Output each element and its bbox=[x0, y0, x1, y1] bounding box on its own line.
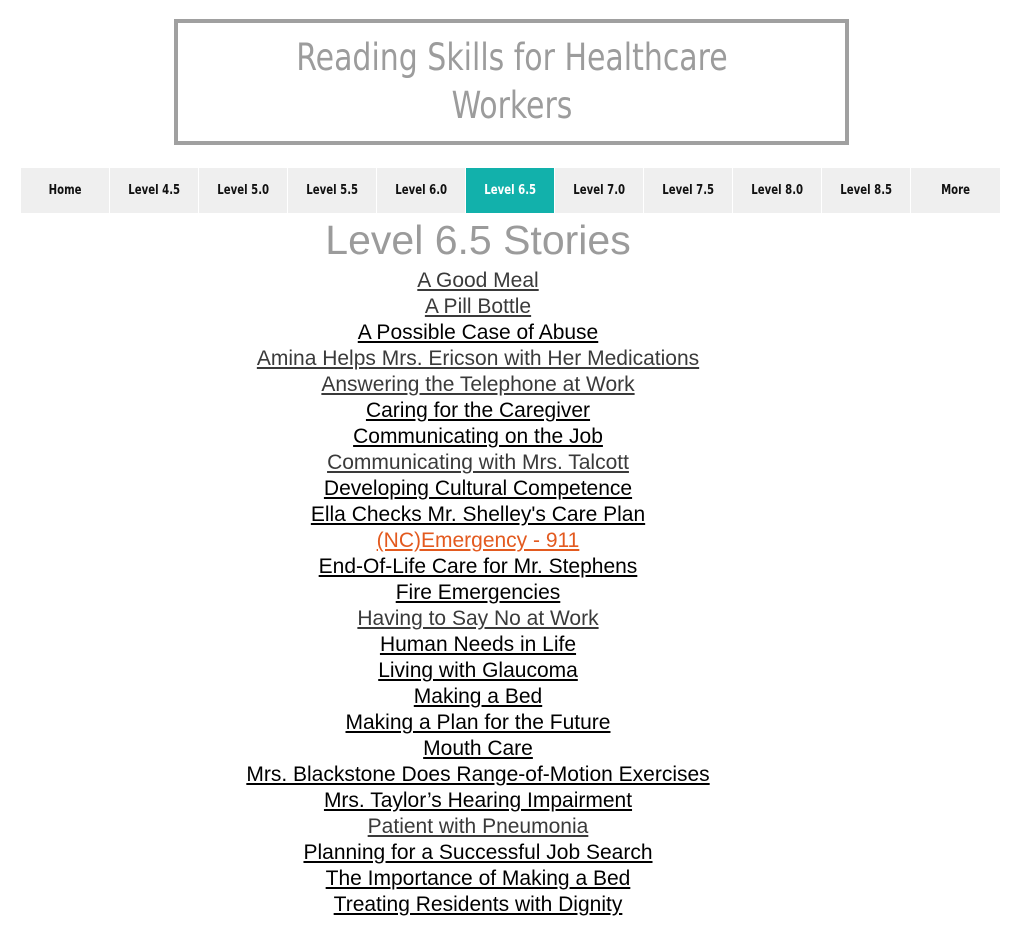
list-item bbox=[0, 424, 956, 450]
list-item bbox=[0, 294, 956, 320]
nav-item-label: Level 8.5 bbox=[840, 183, 892, 198]
nav-item-home[interactable] bbox=[21, 168, 109, 213]
story-link[interactable]: Mrs. Blackstone Does Range-of-Motion Exercises bbox=[246, 763, 710, 786]
story-link[interactable]: Communicating with Mrs. Talcott bbox=[327, 451, 629, 474]
list-item bbox=[0, 632, 956, 658]
list-item bbox=[0, 372, 956, 398]
story-link[interactable]: The Importance of Making a Bed bbox=[325, 867, 631, 890]
nav-item-label: Level 4.5 bbox=[128, 183, 180, 198]
list-item bbox=[0, 320, 956, 346]
story-link[interactable]: Developing Cultural Competence bbox=[323, 477, 633, 500]
story-link[interactable]: Patient with Pneumonia bbox=[367, 815, 589, 838]
nav-item-level-4-5[interactable] bbox=[110, 168, 198, 213]
story-list bbox=[0, 268, 956, 918]
story-link[interactable]: A Good Meal bbox=[417, 269, 539, 292]
list-item bbox=[0, 268, 956, 294]
story-link[interactable]: Communicating on the Job bbox=[353, 425, 603, 448]
story-link[interactable]: Mouth Care bbox=[423, 737, 533, 760]
list-item bbox=[0, 710, 956, 736]
story-link[interactable]: Living with Glaucoma bbox=[378, 659, 578, 682]
list-item bbox=[0, 476, 956, 502]
list-item bbox=[0, 840, 956, 866]
list-item bbox=[0, 788, 956, 814]
page-title: Level 6.5 Stories bbox=[325, 217, 631, 263]
story-link[interactable]: Caring for the Caregiver bbox=[365, 399, 591, 422]
nav-item-label: Level 5.0 bbox=[217, 183, 269, 198]
nav-item-level-8-0[interactable] bbox=[733, 168, 821, 213]
nav-item-level-7-5[interactable] bbox=[644, 168, 732, 213]
site-title: Reading Skills for Healthcare Workers bbox=[295, 36, 728, 127]
list-item bbox=[0, 866, 956, 892]
nav-item-level-7-0[interactable] bbox=[555, 168, 643, 213]
story-link[interactable]: Answering the Telephone at Work bbox=[321, 373, 635, 396]
list-item bbox=[0, 528, 956, 554]
story-link[interactable]: Making a Plan for the Future bbox=[345, 711, 611, 734]
main-nav bbox=[21, 168, 999, 213]
nav-item-label: Level 7.0 bbox=[573, 183, 625, 198]
story-link[interactable]: Ella Checks Mr. Shelley's Care Plan bbox=[310, 503, 646, 526]
story-link[interactable]: Amina Helps Mrs. Ericson with Her Medications bbox=[256, 347, 700, 370]
list-item bbox=[0, 892, 956, 918]
story-link[interactable]: Treating Residents with Dignity bbox=[333, 893, 623, 916]
story-link[interactable]: Planning for a Successful Job Search bbox=[303, 841, 653, 864]
list-item bbox=[0, 736, 956, 762]
nav-item-level-6-0[interactable] bbox=[377, 168, 465, 213]
nav-item-label: Level 6.5 bbox=[484, 183, 536, 198]
list-item bbox=[0, 814, 956, 840]
list-item bbox=[0, 684, 956, 710]
nav-item-label: Home bbox=[48, 183, 82, 198]
nav-item-level-5-5[interactable] bbox=[288, 168, 376, 213]
story-link[interactable]: Fire Emergencies bbox=[395, 581, 561, 604]
nav-item-level-6-5[interactable] bbox=[466, 168, 554, 213]
list-item bbox=[0, 554, 956, 580]
list-item bbox=[0, 606, 956, 632]
list-item bbox=[0, 346, 956, 372]
list-item bbox=[0, 580, 956, 606]
nav-item-label: Level 5.5 bbox=[306, 183, 358, 198]
site-header bbox=[174, 19, 849, 145]
nav-item-label: Level 8.0 bbox=[751, 183, 803, 198]
list-item bbox=[0, 450, 956, 476]
nav-item-level-5-0[interactable] bbox=[199, 168, 287, 213]
story-link[interactable]: End-Of-Life Care for Mr. Stephens bbox=[318, 555, 638, 578]
list-item bbox=[0, 398, 956, 424]
list-item bbox=[0, 762, 956, 788]
story-link[interactable]: Mrs. Taylor’s Hearing Impairment bbox=[323, 789, 633, 812]
story-link[interactable]: A Possible Case of Abuse bbox=[357, 321, 599, 344]
nav-item-level-8-5[interactable] bbox=[822, 168, 910, 213]
story-link[interactable]: Making a Bed bbox=[413, 685, 543, 708]
nav-item-label: Level 7.5 bbox=[662, 183, 714, 198]
nav-item-label: Level 6.0 bbox=[395, 183, 447, 198]
nav-item-more[interactable] bbox=[911, 168, 1000, 213]
story-link[interactable]: Having to Say No at Work bbox=[357, 607, 599, 630]
list-item bbox=[0, 502, 956, 528]
story-link[interactable]: Human Needs in Life bbox=[379, 633, 577, 656]
list-item bbox=[0, 658, 956, 684]
story-link-highlighted[interactable]: (NC)Emergency - 911 bbox=[376, 529, 580, 552]
story-link[interactable]: A Pill Bottle bbox=[424, 295, 532, 318]
nav-item-label: More bbox=[941, 183, 970, 198]
